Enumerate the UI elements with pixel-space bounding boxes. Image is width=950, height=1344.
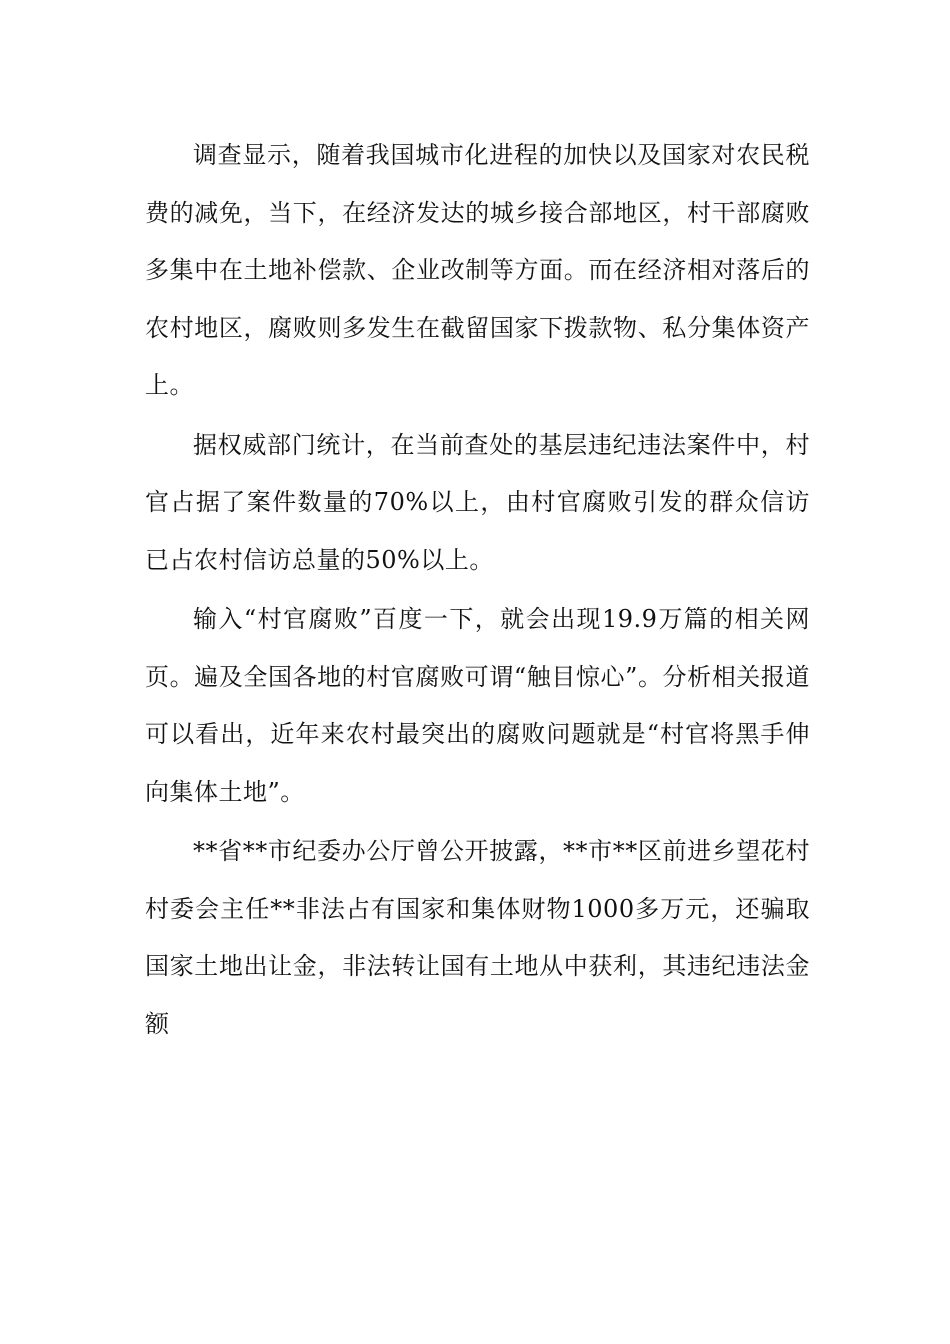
- paragraph-survey: 调查显示，随着我国城市化进程的加快以及国家对农民税费的减免，当下，在经济发达的城乡接合部地区，村干部腐败多集中在土地补偿款、企业改制等方面。而在经济相对落后的农村地区，腐败则多发生在截留国家下拨款物、私分集体资产上。: [145, 141, 810, 399]
- document-body: [145, 127, 810, 1055]
- paragraph-case: **省**市纪委办公厅曾公开披露，**市**区前进乡望花村村委会主任**非法占有国家和集体财物1000多万元，还骗取国家土地出让金，非法转让国有土地从中获利，其违纪违法金额: [145, 837, 810, 1038]
- paragraph-statistics: 据权威部门统计，在当前查处的基层违纪违法案件中，村官占据了案件数量的70%以上，由村官腐败引发的群众信访已占农村信访总量的50%以上。: [145, 430, 810, 574]
- paragraph-search: 输入“村官腐败”百度一下，就会出现19.9万篇的相关网页。遍及全国各地的村官腐败可谓“触目惊心”。分析相关报道可以看出，近年来农村最突出的腐败问题就是“村官将黑手伸向集体土地”。: [145, 605, 810, 806]
